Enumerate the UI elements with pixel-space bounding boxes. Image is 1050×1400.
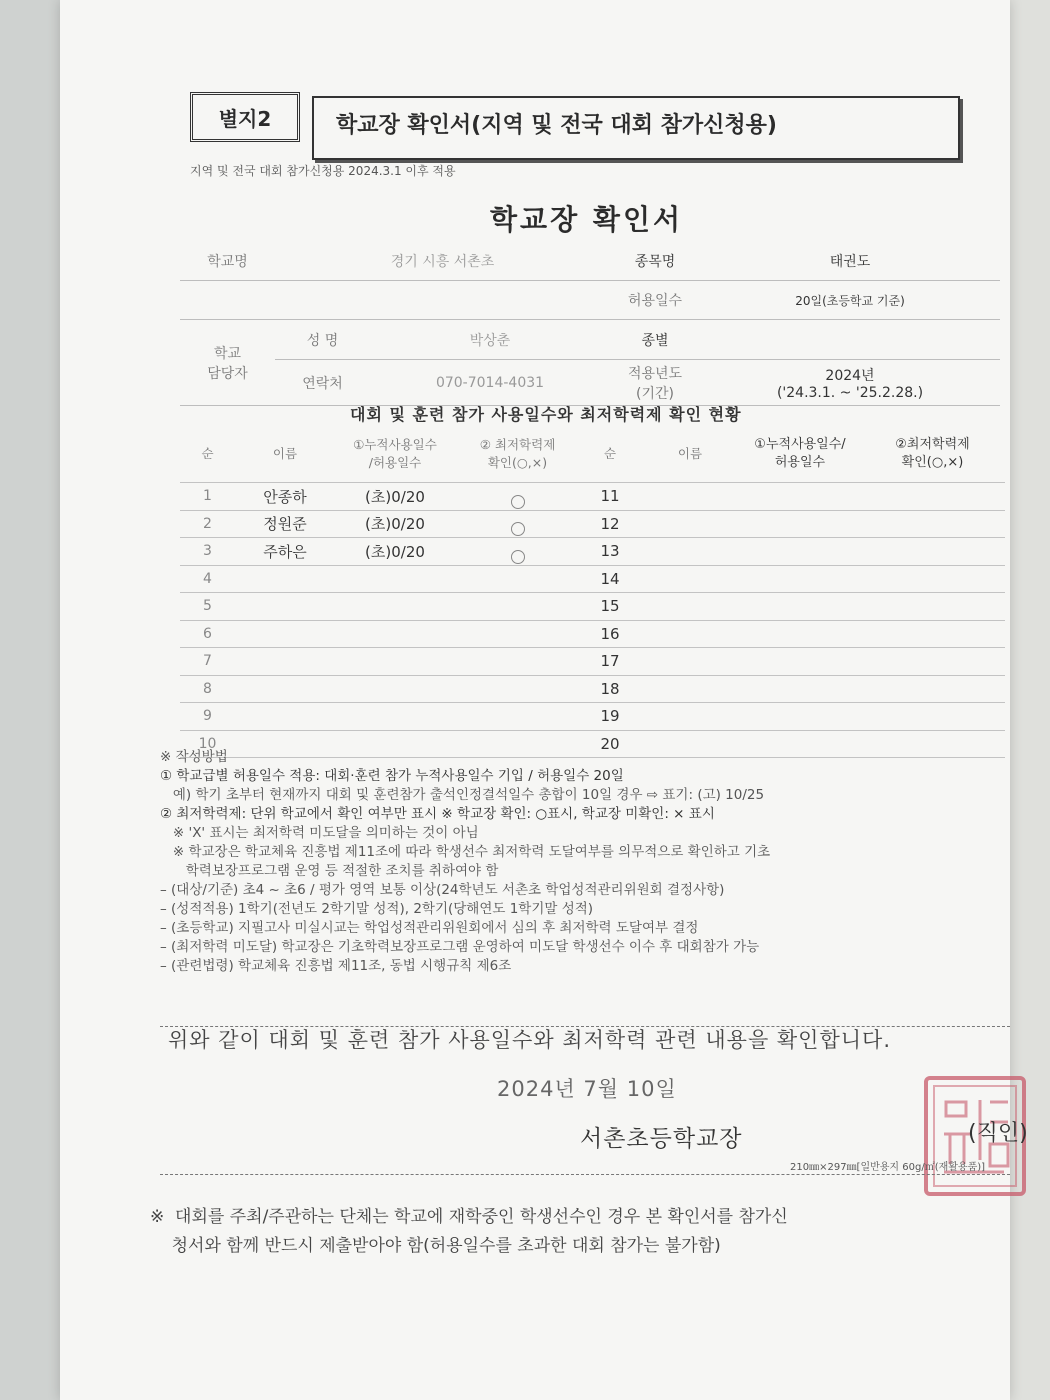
row-name: 안종하: [235, 483, 335, 511]
row-no: 12: [580, 510, 640, 538]
check-circle-mark: [511, 522, 525, 536]
row-no: 8: [180, 675, 235, 703]
row-check: [860, 648, 1005, 676]
table-row: [180, 565, 1005, 593]
header-no-left: 순: [180, 426, 235, 483]
row-name: [640, 510, 740, 538]
name-value: 박상춘: [370, 320, 610, 360]
row-no: 5: [180, 593, 235, 621]
row-days: (초)0/20: [335, 483, 455, 511]
dashed-divider-bottom: [160, 1174, 1010, 1175]
footer-notice: [150, 1203, 1010, 1261]
row-check: [860, 620, 1005, 648]
row-no: 6: [180, 620, 235, 648]
header-days-right: [740, 426, 860, 483]
name-label: 성 명: [275, 320, 370, 360]
row-check: [455, 703, 580, 731]
section-title: 대회 및 훈련 참가 사용일수와 최저학력제 확인 현황: [350, 405, 742, 424]
form-title: 학교장 확인서(지역 및 전국 대회 참가신청용): [312, 96, 960, 160]
check-circle-mark: [511, 550, 525, 564]
year-value-cell: [700, 360, 1000, 406]
row-check: [860, 510, 1005, 538]
table-row: [180, 675, 1005, 703]
row-name: [640, 703, 740, 731]
row-name: [640, 565, 740, 593]
table-row: [180, 620, 1005, 648]
manager-label: [180, 320, 275, 406]
row-days: [740, 565, 860, 593]
header-check-right: [860, 426, 1005, 483]
instruction-line: 예) 학기 초부터 현재까지 대회 및 훈련참가 출석인정결석일수 총합이 10일 경우 ⇨ 표기: (고) 10/25: [160, 787, 765, 803]
table-row: [180, 483, 1005, 511]
year-label: [610, 360, 700, 406]
document-title: 학교장 확인서: [490, 203, 684, 236]
manager-label-line2: 담당자: [207, 365, 248, 382]
row-name: [640, 675, 740, 703]
year-label-line2: (기간): [636, 385, 674, 402]
row-days: [740, 538, 860, 566]
row-no: 15: [580, 593, 640, 621]
sport-label: 종목명: [610, 242, 700, 281]
instructions: [160, 748, 1020, 976]
row-name: [640, 620, 740, 648]
row-name: [235, 648, 335, 676]
table-row: [180, 510, 1005, 538]
row-name: [235, 593, 335, 621]
row-no: 3: [180, 538, 235, 566]
instruction-line: – (최저학력 미도달) 학교장은 기초학력보장프로그램 운영하여 미도달 학생선수 이수 후 대회참가 가능: [160, 939, 760, 955]
row-no: 4: [180, 565, 235, 593]
header-days-left: [335, 426, 455, 483]
row-check: [455, 620, 580, 648]
row-no: 10: [180, 730, 235, 758]
header-days-left-line2: /허용일수: [368, 455, 422, 470]
row-no: 11: [580, 483, 640, 511]
table-row: [180, 703, 1005, 731]
row-no: 1: [180, 483, 235, 511]
instruction-line: ※ 'X' 표시는 최저학력 미도달을 의미하는 것이 아님: [160, 825, 479, 841]
row-check: [860, 593, 1005, 621]
contact-value: 070-7014-4031: [370, 360, 610, 406]
row-days: [740, 620, 860, 648]
instruction-line: – (초등학교) 지필고사 미실시교는 학업성적관리위원회에서 심의 후 최저학력 도달여부 결정: [160, 920, 699, 936]
instruction-line: ① 학교급별 허용일수 적용: 대회·훈련 참가 누적사용일수 기입 / 허용일수 20일: [160, 768, 624, 784]
header-check-right-line2: 확인(○,×): [901, 455, 964, 470]
category-label: 종별: [610, 320, 700, 360]
instruction-line: ※ 학교장은 학교체육 진흥법 제11조에 따라 학생선수 최저학력 도달여부를 의무적으로 확인하고 기초: [160, 844, 771, 860]
principal-title: 서촌초등학교장: [580, 1126, 743, 1152]
row-check: [860, 538, 1005, 566]
allowed-days-value: 20일(초등학교 기준): [700, 281, 1000, 320]
row-no: 13: [580, 538, 640, 566]
apply-note: 지역 및 전국 대회 참가신청용 2024.3.1 이후 적용: [190, 164, 456, 178]
row-check: [455, 483, 580, 511]
school-value: 경기 시흥 서촌초: [275, 242, 610, 281]
row-no: 9: [180, 703, 235, 731]
row-check: [455, 565, 580, 593]
row-check: [860, 703, 1005, 731]
row-no: 20: [580, 730, 640, 758]
contact-label: 연락처: [275, 360, 370, 406]
row-check: [860, 675, 1005, 703]
roster-body: [180, 483, 1005, 758]
row-days: [740, 593, 860, 621]
footer-line: ※ 대회를 주최/주관하는 단체는 학교에 재학중인 학생선수인 경우 본 확인서를 참가신: [150, 1207, 788, 1227]
row-name: [235, 703, 335, 731]
row-name: [640, 593, 740, 621]
header-check-left-line1: ② 최저학력제: [479, 437, 556, 452]
check-circle-mark: [511, 495, 525, 509]
row-name: 정원준: [235, 510, 335, 538]
row-days: [335, 648, 455, 676]
table-row: [180, 538, 1005, 566]
issue-date: 2024년 7월 10일: [497, 1077, 677, 1101]
school-label: 학교명: [180, 242, 275, 281]
row-days: [740, 675, 860, 703]
header-name-left: 이름: [235, 426, 335, 483]
row-name: [235, 675, 335, 703]
header-days-left-line1: ①누적사용일수: [353, 437, 437, 452]
row-name: [640, 538, 740, 566]
confirmation-text: 위와 같이 대회 및 훈련 참가 사용일수와 최저학력 관련 내용을 확인합니다.: [168, 1028, 892, 1052]
row-days: [740, 648, 860, 676]
footer-line: 청서와 함께 반드시 제출받아야 함(허용일수를 초과한 대회 참가는 불가함): [150, 1236, 721, 1256]
sport-value: 태권도: [700, 242, 1000, 281]
row-days: [335, 593, 455, 621]
category-value: [700, 320, 1000, 360]
row-name: [640, 648, 740, 676]
info-table: [180, 242, 1000, 406]
row-no: 19: [580, 703, 640, 731]
instruction-line: ※ 작성방법: [160, 749, 228, 765]
header-check-left-line2: 확인(○,×): [487, 455, 548, 470]
row-name: [235, 620, 335, 648]
paper-size-note: 210㎜×297㎜[일반용지 60g/㎡(재활용품)]: [790, 1162, 986, 1173]
header-days-right-line2: 허용일수: [774, 455, 826, 470]
manager-label-line1: 학교: [213, 345, 242, 362]
year-value: 2024년: [825, 367, 875, 384]
row-days: (초)0/20: [335, 510, 455, 538]
row-days: [740, 510, 860, 538]
header-check-left: [455, 426, 580, 483]
row-check: [455, 538, 580, 566]
row-check: [455, 648, 580, 676]
header-no-right: 순: [580, 426, 640, 483]
header-name-right: 이름: [640, 426, 740, 483]
row-days: [740, 703, 860, 731]
row-name: 주하은: [235, 538, 335, 566]
row-days: [335, 565, 455, 593]
allowed-days-label: 허용일수: [610, 281, 700, 320]
row-no: 2: [180, 510, 235, 538]
row-days: (초)0/20: [335, 538, 455, 566]
form-tag: 별지2: [190, 92, 300, 142]
instruction-line: – (관련법령) 학교체육 진흥법 제11조, 동법 시행규칙 제6조: [160, 958, 512, 974]
header-check-right-line1: ②최저학력제: [895, 437, 970, 452]
row-days: [740, 483, 860, 511]
row-no: 17: [580, 648, 640, 676]
row-check: [860, 483, 1005, 511]
row-no: 7: [180, 648, 235, 676]
row-no: 14: [580, 565, 640, 593]
instruction-line: – (성적적용) 1학기(전년도 2학기말 성적), 2학기(당해연도 1학기말 성적): [160, 901, 594, 917]
row-no: 18: [580, 675, 640, 703]
row-check: [455, 675, 580, 703]
table-row: [180, 593, 1005, 621]
roster-table: [180, 426, 1005, 758]
row-days: [335, 703, 455, 731]
period-value: ('24.3.1. ~ '25.2.28.): [776, 384, 924, 401]
header-days-right-line1: ①누적사용일수/: [754, 437, 846, 452]
instruction-line: – (대상/기준) 초4 ~ 초6 / 평가 영역 보통 이상(24학년도 서촌초 학업성적관리위원회 결정사항): [160, 882, 725, 898]
row-days: [335, 675, 455, 703]
instruction-line: ② 최저학력제: 단위 학교에서 확인 여부만 표시 ※ 학교장 확인: ○표시, 학교장 미확인: × 표시: [160, 806, 715, 822]
row-days: [335, 620, 455, 648]
instruction-line: 학력보장프로그램 운영 등 적절한 조치를 취하여야 함: [160, 863, 499, 879]
row-check: [455, 510, 580, 538]
row-no: 16: [580, 620, 640, 648]
table-row: [180, 648, 1005, 676]
seal-label: (직인): [968, 1121, 1028, 1146]
row-check: [860, 565, 1005, 593]
row-name: [640, 483, 740, 511]
year-label-line1: 적용년도: [627, 365, 683, 382]
row-name: [235, 565, 335, 593]
row-check: [455, 593, 580, 621]
